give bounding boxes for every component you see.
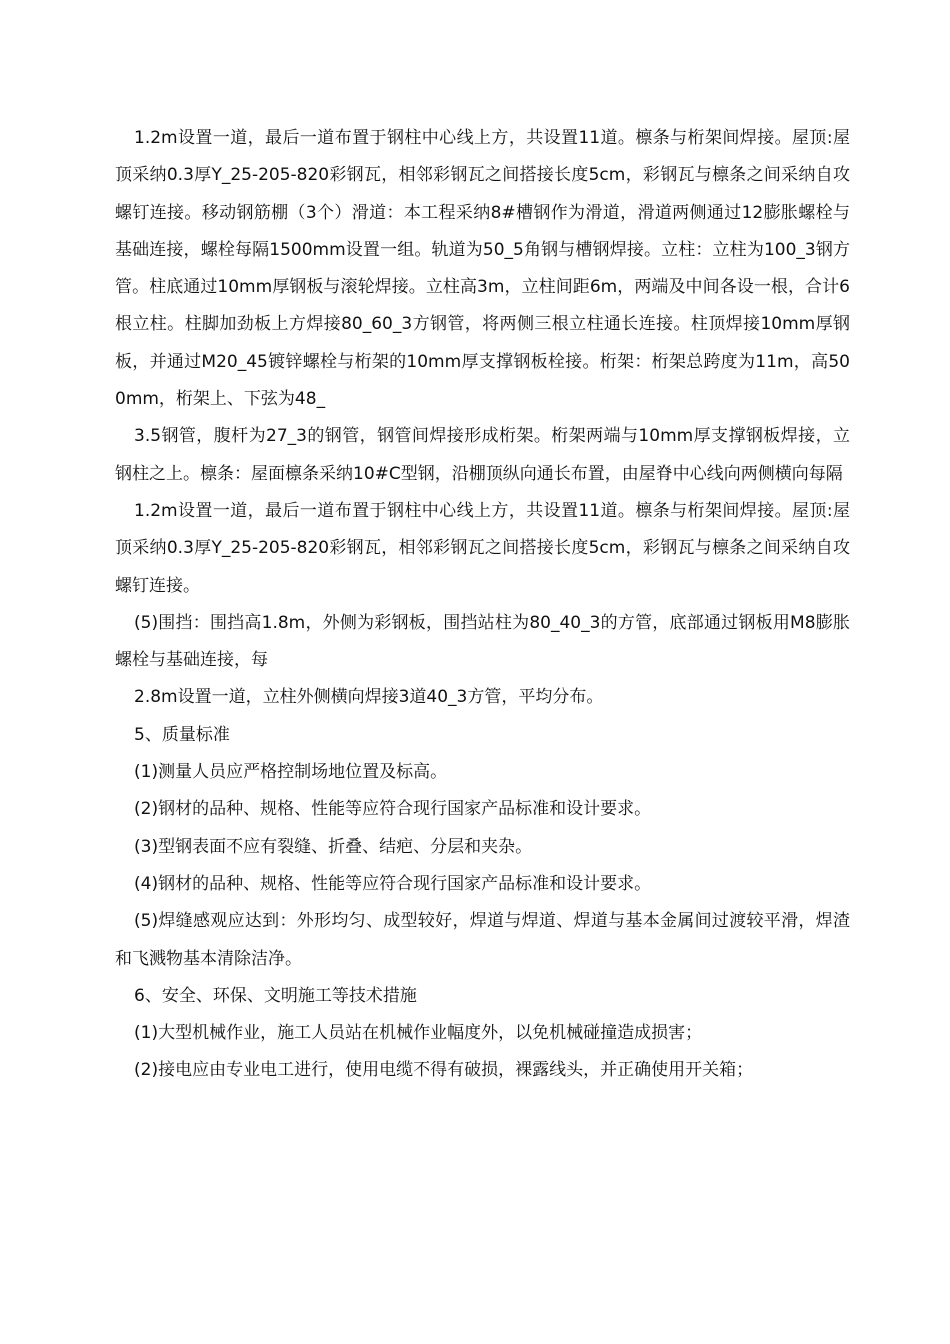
list-item-electrical-safety: (2)接电应由专业电工进行，使用电缆不得有破损，裸露线头，并正确使用开关箱； (134, 1060, 754, 1081)
list-item-weld-appearance: (5)焊缝感观应达到：外形均匀、成型较好，焊道与焊道、焊道与基本金属间过渡较平滑，焊渣和飞溅物基本清除洁净。 (115, 911, 850, 969)
list-item-steel-materials-repeat: (4)钢材的品种、规格、性能等应符合现行国家产品标准和设计要求。 (134, 873, 652, 894)
paragraph-steel-frame-spec: 1.2m设置一道，最后一道布置于钢柱中心线上方，共设置11道。檩条与桁架间焊接。屋顶:屋顶采纳0.3厚Y_25-205-820彩钢瓦，相邻彩钢瓦之间搭接长度5cm，彩钢瓦与檩条之间采纳自攻螺钉连接。移动钢筋棚（3个）滑道：本工程采纳8#槽钢作为滑道，滑道两侧通过12膨胀螺栓与基础连接，螺栓每隔1500mm设置一组。轨道为50_5角钢与槽钢焊接。立柱：立柱为100_3钢方管。柱底通过10mm厚钢板与滚轮焊接。立柱高3m，立柱间距6m，两端及中间各设一根，合计6根立柱。柱脚加劲板上方焊接80_60_3方钢管，将两侧三根立柱通长连接。柱顶焊接10mm厚钢板，并通过M20_45镀锌螺栓与桁架的10mm厚支撑钢板栓接。桁架：桁架总跨度为11m，高500mm，桁架上、下弦为48_ (115, 128, 850, 410)
paragraph-enclosure: (5)围挡：围挡高1.8m，外侧为彩钢板，围挡站柱为80_40_3的方管，底部通过钢板用M8膨胀螺栓与基础连接，每 (115, 612, 850, 671)
list-item-survey: (1)测量人员应严格控制场地位置及标高。 (134, 762, 448, 783)
heading-quality-standard: 5、质量标准 (134, 724, 230, 745)
list-item-steel-surface: (3)型钢表面不应有裂缝、折叠、结疤、分层和夹杂。 (134, 836, 533, 857)
document-page (115, 120, 850, 1090)
paragraph-truss-purlin: 3.5钢管，腹杆为27_3的钢管，钢管间焊接形成桁架。桁架两端与10mm厚支撑钢板焊接，立钢柱之上。檩条：屋面檩条采纳10#C型钢，沿棚顶纵向通长布置，由屋脊中心线向两侧横向每隔 (115, 426, 850, 484)
heading-safety-measures: 6、安全、环保、文明施工等技术措施 (134, 985, 417, 1006)
paragraph-purlin-roof: 1.2m设置一道，最后一道布置于钢柱中心线上方，共设置11道。檩条与桁架间焊接。屋顶:屋顶采纳0.3厚Y_25-205-820彩钢瓦，相邻彩钢瓦之间搭接长度5cm，彩钢瓦与檩条之间采纳自攻螺钉连接。 (115, 500, 850, 596)
list-item-steel-materials: (2)钢材的品种、规格、性能等应符合现行国家产品标准和设计要求。 (134, 799, 652, 820)
list-item-machinery-safety: (1)大型机械作业，施工人员站在机械作业幅度外，以免机械碰撞造成损害； (134, 1023, 703, 1044)
paragraph-enclosure-posts: 2.8m设置一道，立柱外侧横向焊接3道40_3方管，平均分布。 (134, 687, 604, 708)
